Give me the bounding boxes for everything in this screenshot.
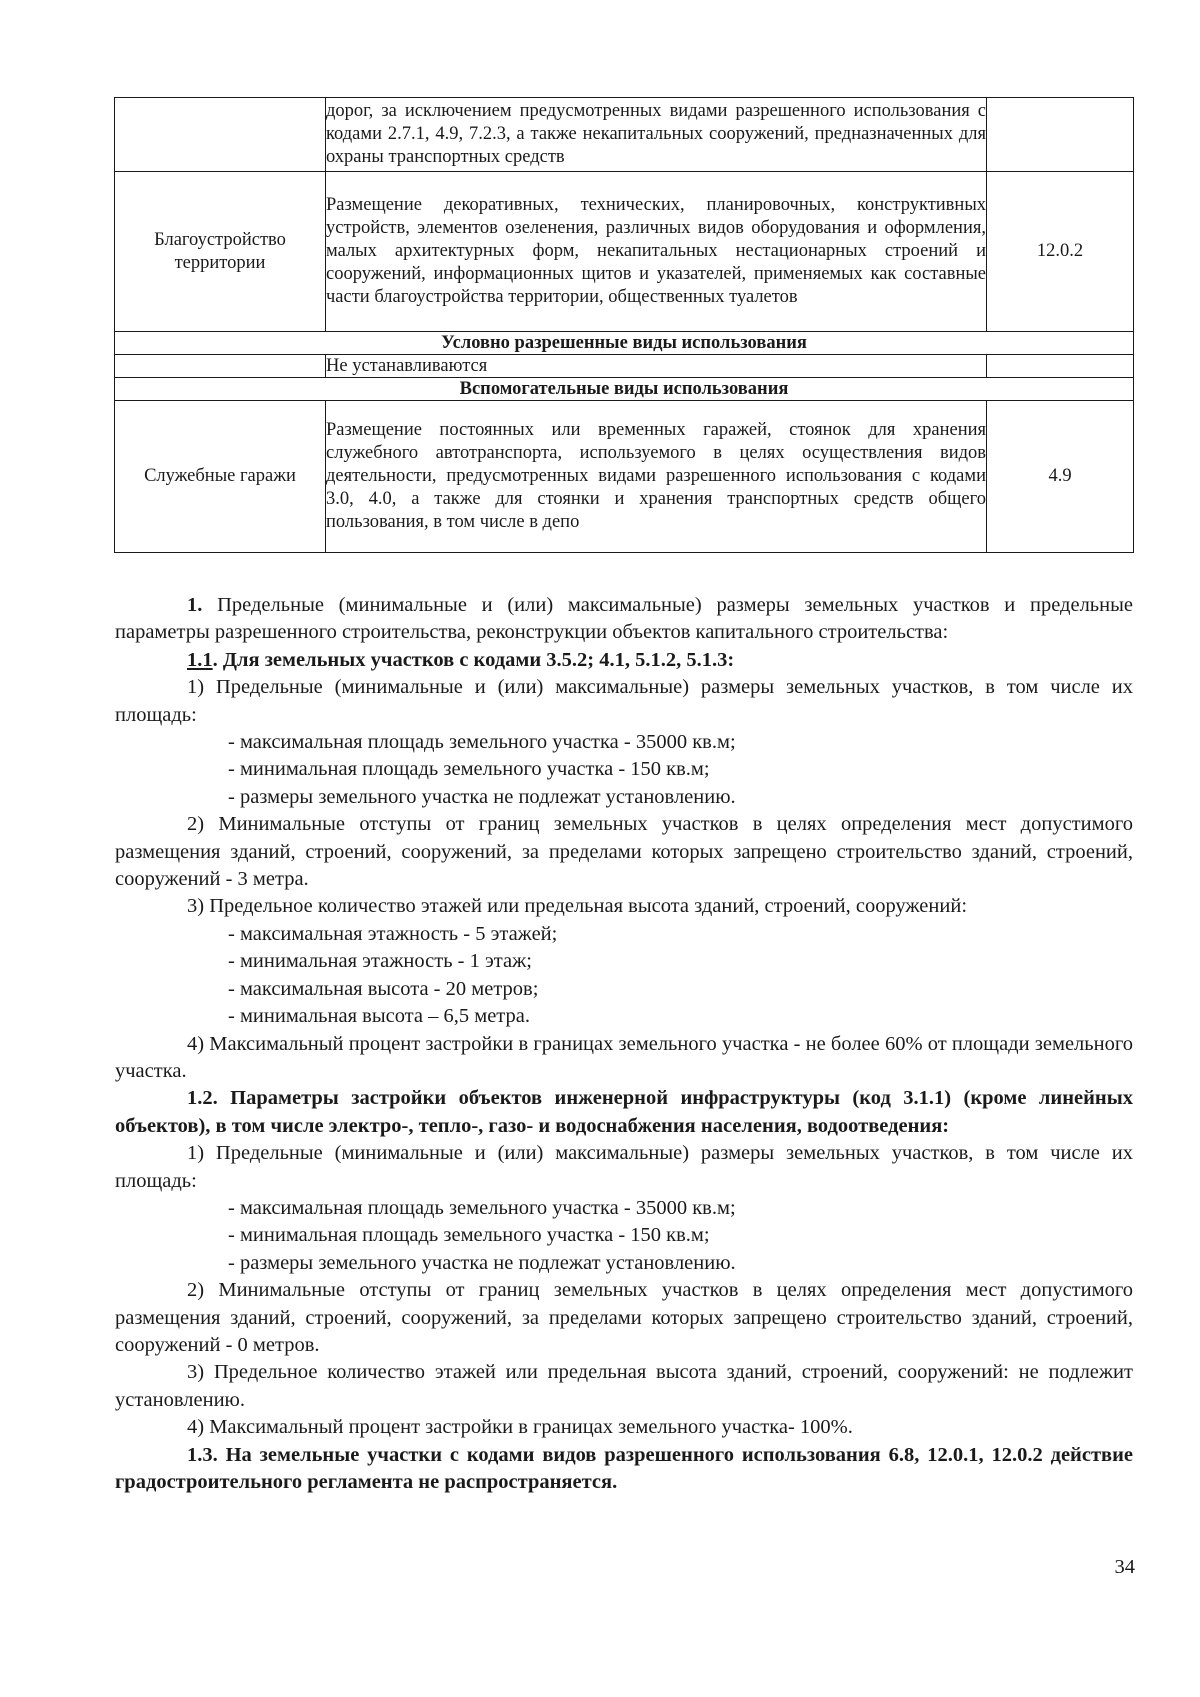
list-item: - максимальная площадь земельного участка - 35000 кв.м; <box>228 731 736 754</box>
use-code-cell: 4.9 <box>987 401 1134 553</box>
list-item: - минимальная площадь земельного участка - 150 кв.м; <box>228 1224 710 1247</box>
list-item: - максимальная этажность - 5 этажей; <box>228 922 558 945</box>
paragraph: 3) Предельное количество этажей или предельная высота зданий, строений, сооружений: не подлежит установлению. <box>115 1361 1133 1411</box>
list-item: - минимальная площадь земельного участка - 150 кв.м; <box>228 758 710 781</box>
paragraph-text: Предельные (минимальные и (или) максимальные) размеры земельных участков и предельные параметры разрешенного строительства, реконструкции объектов капитального строительства: <box>115 594 1133 644</box>
auxiliary-uses-header: Вспомогательные виды использования <box>115 378 1134 401</box>
conditional-uses-header: Условно разрешенные виды использования <box>115 332 1134 355</box>
page-number: 34 <box>1114 1556 1135 1578</box>
table-row <box>115 98 1134 172</box>
list-item: - максимальная площадь земельного участка - 35000 кв.м; <box>228 1196 736 1219</box>
use-code-cell: 12.0.2 <box>987 172 1134 332</box>
use-name-cell: Служебные гаражи <box>115 401 326 553</box>
list-item: - размеры земельного участка не подлежат установлению. <box>228 1251 736 1274</box>
use-name-cell <box>115 98 326 172</box>
paragraph: 1) Предельные (минимальные и (или) максимальные) размеры земельных участков, в том числе их площадь: <box>115 676 1133 726</box>
use-description-cell: Не устанавливаются <box>326 355 987 378</box>
paragraph: 2) Минимальные отступы от границ земельных участков в целях определения мест допустимого размещения зданий, строений, сооружений, за пределами которых запрещено строительство зданий, строений, сооружений - 3 метра. <box>115 813 1133 891</box>
section-number: 1.1 <box>187 648 213 671</box>
table-section-header <box>115 378 1134 401</box>
section-title: . Для земельных участков с кодами 3.5.2; 4.1, 5.1.2, 5.1.3: <box>212 648 735 671</box>
list-item: - минимальная этажность - 1 этаж; <box>228 950 532 973</box>
paragraph: 2) Минимальные отступы от границ земельных участков в целях определения мест допустимого размещения зданий, строений, сооружений, за пределами которых запрещено строительство зданий, строений, сооружений - 0 метров. <box>115 1279 1133 1356</box>
use-name-cell <box>115 355 326 378</box>
use-description-cell: Размещение декоративных, технических, планировочных, конструктивных устройств, элементов озеленения, различных видов оборудования и оформления, малых архитектурных форм, некапитальных нестационарных строений и сооружений, информационных щитов и указателей, применяемых как составные части благоустройства территории, общественных туалетов <box>326 172 987 332</box>
paragraph-number: 1. <box>187 594 203 616</box>
table-section-header <box>115 332 1134 355</box>
paragraph: 4) Максимальный процент застройки в границах земельного участка - не более 60% от площади земельного участка. <box>115 1032 1133 1082</box>
paragraph <box>115 592 1133 647</box>
section-heading: 1.3. На земельные участки с кодами видов разрешенного использования 6.8, 12.0.1, 12.0.2 действие градостроительного регламента не распространяется. <box>115 1443 1133 1493</box>
use-code-cell <box>987 98 1134 172</box>
list-item: - размеры земельного участка не подлежат установлению. <box>228 785 736 808</box>
use-description-cell: дорог, за исключением предусмотренных видами разрешенного использования с кодами 2.7.1, 4.9, 7.2.3, а также некапитальных сооружений, предназначенных для охраны транспортных средств <box>326 98 987 172</box>
use-code-cell <box>987 355 1134 378</box>
table-row <box>115 172 1134 332</box>
paragraph: 1) Предельные (минимальные и (или) максимальные) размеры земельных участков, в том числе их площадь: <box>115 1142 1133 1192</box>
table-row <box>115 355 1134 378</box>
use-name-cell: Благоустройство территории <box>115 172 326 332</box>
regulations-text <box>115 592 1133 1496</box>
section-heading <box>115 647 1133 674</box>
paragraph: 3) Предельное количество этажей или предельная высота зданий, строений, сооружений: <box>187 895 968 918</box>
land-use-table <box>114 97 1134 553</box>
list-item: - минимальная высота – 6,5 метра. <box>228 1005 530 1028</box>
table-row <box>115 401 1134 553</box>
section-heading: 1.2. Параметры застройки объектов инженерной инфраструктуры (код 3.1.1) (кроме линейных объектов), в том числе электро-, тепло-, газо- и водоснабжения населения, водоотведения: <box>115 1087 1133 1137</box>
paragraph: 4) Максимальный процент застройки в границах земельного участка- 100%. <box>187 1416 853 1439</box>
use-description-cell: Размещение постоянных или временных гаражей, стоянок для хранения служебного автотранспорта, используемого в целях осуществления видов деятельности, предусмотренных видами разрешенного использования с кодами 3.0, 4.0, а также для стоянки и хранения транспортных средств общего пользования, в том числе в депо <box>326 401 987 553</box>
list-item: - максимальная высота - 20 метров; <box>228 977 539 1000</box>
